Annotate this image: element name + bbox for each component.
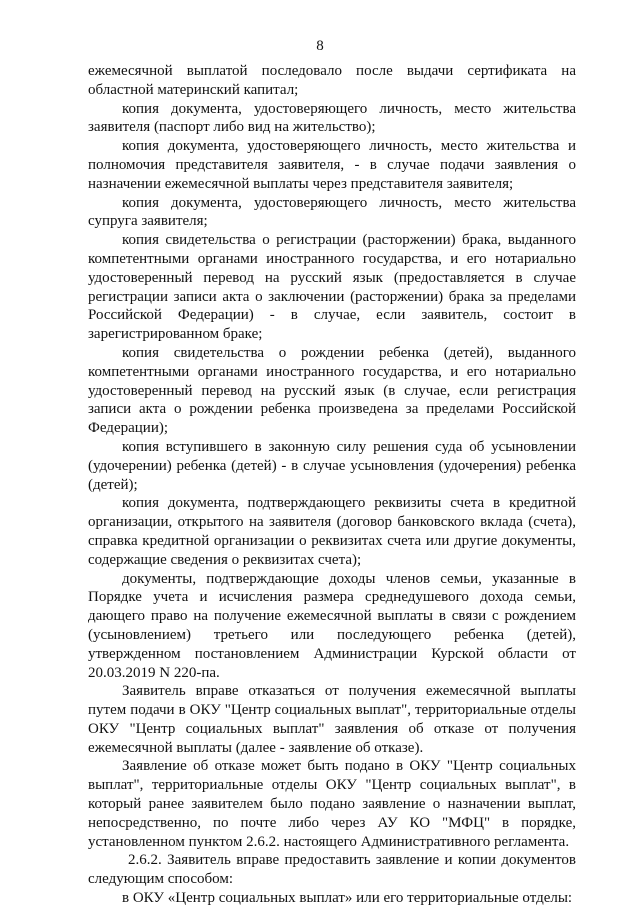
paragraph: копия свидетельства о рождении ребенка (детей), выданного компетентными органами иностранного государства, и его нотариально удостоверенный перевод на русский язык (в случае, если регистрация записи акта о рождении ребенка произведена за пределами Российской Федерации); bbox=[88, 344, 576, 437]
page-number: 8 bbox=[316, 38, 324, 54]
paragraph: копия документа, удостоверяющего личность, место жительства и полномочия представителя заявителя, - в случае подачи заявления о назначении ежемесячной выплаты через представителя заявителя; bbox=[88, 138, 576, 192]
paragraph: копия документа, удостоверяющего личность, место жительства заявителя (паспорт либо вид на жительство); bbox=[88, 100, 576, 136]
paragraph: копия вступившего в законную силу решения суда об усыновлении (удочерении) ребенка (детей) - в случае усыновления (удочерения) ребенка (детей); bbox=[88, 438, 576, 493]
paragraph: Заявитель вправе отказаться от получения ежемесячной выплаты путем подачи в ОКУ "Центр социальных выплат", территориальные отделы ОКУ "Центр социальных выплат" заявления об отказе от получения ежемесячной выплаты (далее - заявление об отказе). bbox=[88, 683, 576, 756]
paragraph: копия свидетельства о регистрации (расторжении) брака, выданного компетентными органами иностранного государства, и его нотариально удостоверенный перевод на русский язык (предоставляется в случае регистрации записи акта о заключении (расторжении) брака за пределами Российской Федерации) - в случае, если заявитель, состоит в зарегистрированном браке; bbox=[88, 232, 576, 343]
document-body bbox=[88, 62, 576, 908]
paragraph: ежемесячной выплатой последовало после выдачи сертификата на областной материнский капитал; bbox=[88, 63, 576, 98]
paragraph: документы, подтверждающие доходы членов семьи, указанные в Порядке учета и исчисления размера среднедушевого дохода семьи, дающего право на получение ежемесячной выплаты в связи с рождением (усыновлением) третьего или последующего ребенка (детей), утвержденном постановлением Администрации Курской области от 20.03.2019 N 220-па. bbox=[88, 570, 576, 681]
paragraph: копия документа, удостоверяющего личность, место жительства супруга заявителя; bbox=[88, 194, 576, 230]
paragraph: Заявление об отказе может быть подано в ОКУ "Центр социальных выплат", территориальные отделы ОКУ "Центр социальных выплат", в который ранее заявителем было подано заявление о назначении выплат, непосредственно, по почте либо через АУ КО "МФЦ" в порядке, установленном пунктом 2.6.2. настоящего Административного регламента. bbox=[88, 758, 576, 850]
paragraph: копия документа, подтверждающего реквизиты счета в кредитной организации, открытого на заявителя (договор банковского вклада (счета), справка кредитной организации о реквизитах счета или другие документы, содержащие сведения о реквизитах счета); bbox=[88, 495, 576, 568]
section-heading: 2.6.2. Заявитель вправе предоставить заявление и копии документов следующим способом: bbox=[88, 852, 576, 888]
paragraph: в ОКУ «Центр социальных выплат» или его территориальные отделы: bbox=[122, 890, 573, 907]
